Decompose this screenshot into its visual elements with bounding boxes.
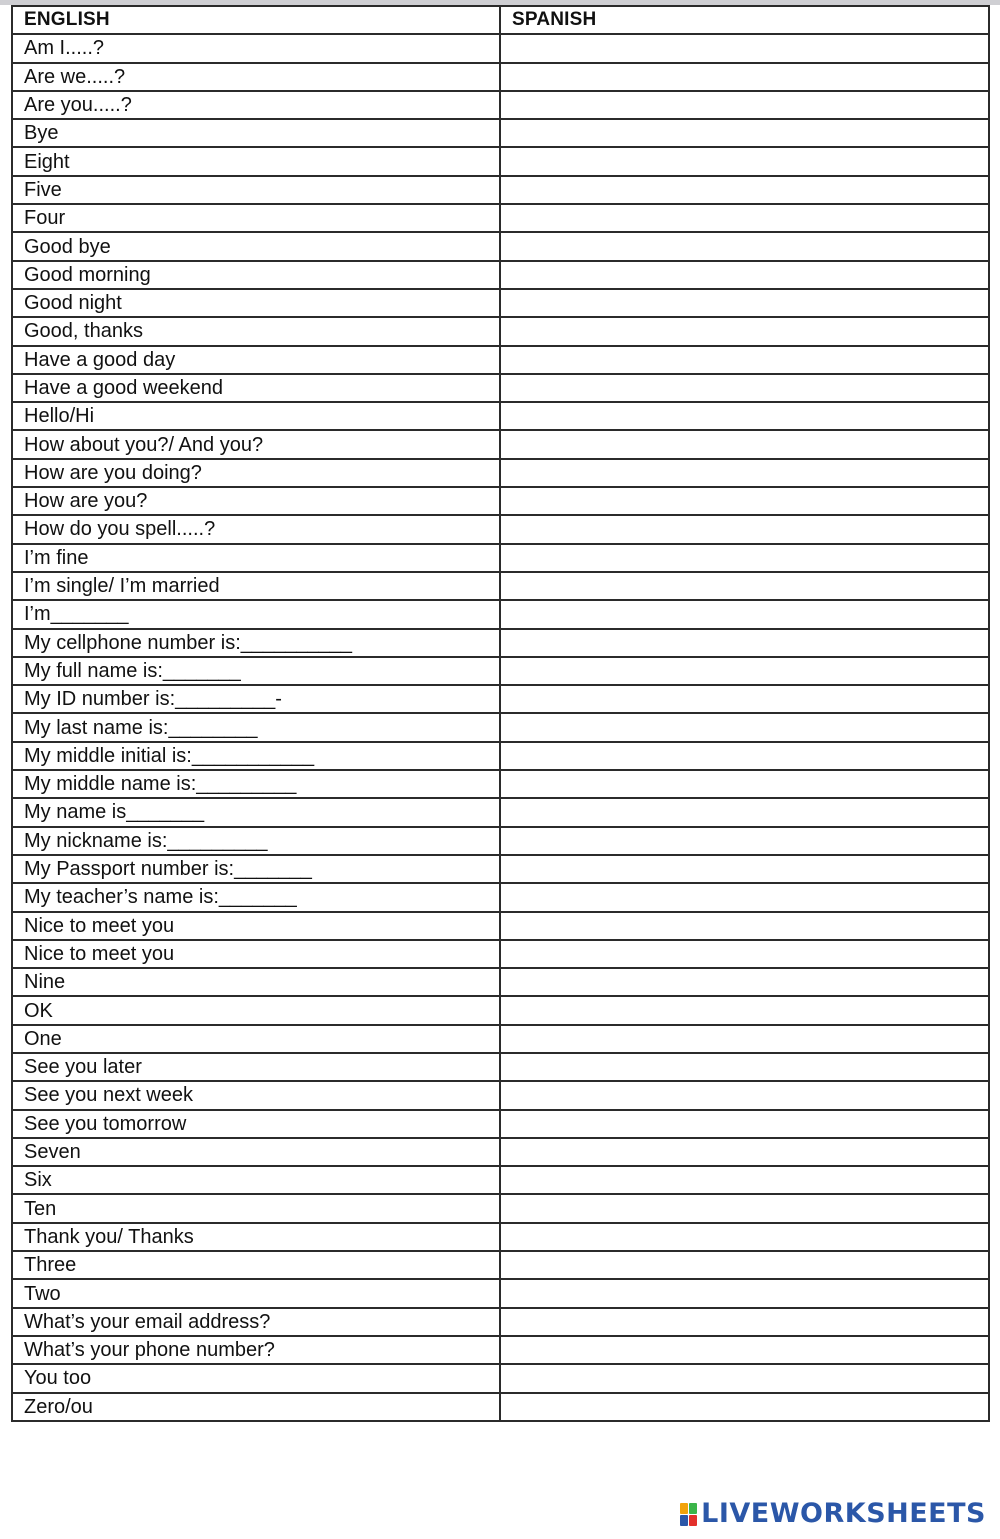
spanish-answer-cell[interactable] bbox=[500, 1336, 989, 1364]
spanish-answer-cell[interactable] bbox=[500, 770, 989, 798]
spanish-column-header: SPANISH bbox=[500, 6, 989, 34]
table-row bbox=[12, 572, 989, 600]
english-phrase-cell: Are you.....? bbox=[12, 91, 500, 119]
spanish-answer-cell[interactable] bbox=[500, 742, 989, 770]
spanish-answer-cell[interactable] bbox=[500, 487, 989, 515]
table-row bbox=[12, 657, 989, 685]
spanish-answer-cell[interactable] bbox=[500, 544, 989, 572]
spanish-answer-cell[interactable] bbox=[500, 572, 989, 600]
table-row bbox=[12, 317, 989, 345]
english-phrase-cell: OK bbox=[12, 996, 500, 1024]
table-row bbox=[12, 1393, 989, 1421]
english-phrase-cell: Good bye bbox=[12, 232, 500, 260]
spanish-answer-cell[interactable] bbox=[500, 657, 989, 685]
spanish-answer-cell[interactable] bbox=[500, 1364, 989, 1392]
english-phrase-cell: Nice to meet you bbox=[12, 940, 500, 968]
table-row bbox=[12, 487, 989, 515]
english-phrase-cell: Four bbox=[12, 204, 500, 232]
spanish-answer-cell[interactable] bbox=[500, 374, 989, 402]
english-phrase-cell: Eight bbox=[12, 147, 500, 175]
english-phrase-cell: Five bbox=[12, 176, 500, 204]
table-row bbox=[12, 1053, 989, 1081]
liveworksheets-watermark bbox=[678, 1497, 988, 1531]
spanish-answer-cell[interactable] bbox=[500, 996, 989, 1024]
english-phrase-cell: Seven bbox=[12, 1138, 500, 1166]
table-row bbox=[12, 34, 989, 62]
english-phrase-cell: My name is_______ bbox=[12, 798, 500, 826]
english-phrase-cell: My teacher’s name is:_______ bbox=[12, 883, 500, 911]
spanish-answer-cell[interactable] bbox=[500, 629, 989, 657]
english-phrase-cell: How are you doing? bbox=[12, 459, 500, 487]
table-row bbox=[12, 713, 989, 741]
english-phrase-cell: Have a good weekend bbox=[12, 374, 500, 402]
spanish-answer-cell[interactable] bbox=[500, 459, 989, 487]
spanish-answer-cell[interactable] bbox=[500, 883, 989, 911]
table-row bbox=[12, 1279, 989, 1307]
spanish-answer-cell[interactable] bbox=[500, 63, 989, 91]
table-row bbox=[12, 459, 989, 487]
english-phrase-cell: You too bbox=[12, 1364, 500, 1392]
english-phrase-cell: See you next week bbox=[12, 1081, 500, 1109]
table-row bbox=[12, 176, 989, 204]
table-row bbox=[12, 1223, 989, 1251]
spanish-answer-cell[interactable] bbox=[500, 317, 989, 345]
spanish-answer-cell[interactable] bbox=[500, 346, 989, 374]
english-phrase-cell: I’m fine bbox=[12, 544, 500, 572]
spanish-answer-cell[interactable] bbox=[500, 430, 989, 458]
english-phrase-cell: Bye bbox=[12, 119, 500, 147]
spanish-answer-cell[interactable] bbox=[500, 1251, 989, 1279]
spanish-answer-cell[interactable] bbox=[500, 912, 989, 940]
english-phrase-cell: My cellphone number is:__________ bbox=[12, 629, 500, 657]
english-column-header: ENGLISH bbox=[12, 6, 500, 34]
table-row bbox=[12, 261, 989, 289]
table-row bbox=[12, 629, 989, 657]
table-row bbox=[12, 1025, 989, 1053]
table-row bbox=[12, 1110, 989, 1138]
spanish-answer-cell[interactable] bbox=[500, 600, 989, 628]
spanish-answer-cell[interactable] bbox=[500, 261, 989, 289]
spanish-answer-cell[interactable] bbox=[500, 1081, 989, 1109]
table-row bbox=[12, 430, 989, 458]
spanish-answer-cell[interactable] bbox=[500, 1308, 989, 1336]
table-row bbox=[12, 742, 989, 770]
english-phrase-cell: Good night bbox=[12, 289, 500, 317]
watermark-text: LIVEWORKSHEETS bbox=[701, 1498, 986, 1529]
spanish-answer-cell[interactable] bbox=[500, 289, 989, 317]
english-phrase-cell: Nine bbox=[12, 968, 500, 996]
table-row bbox=[12, 147, 989, 175]
spanish-answer-cell[interactable] bbox=[500, 1166, 989, 1194]
english-phrase-cell: What’s your phone number? bbox=[12, 1336, 500, 1364]
english-phrase-cell: Have a good day bbox=[12, 346, 500, 374]
table-row bbox=[12, 346, 989, 374]
table-row bbox=[12, 91, 989, 119]
spanish-answer-cell[interactable] bbox=[500, 1393, 989, 1421]
spanish-answer-cell[interactable] bbox=[500, 34, 989, 62]
table-row bbox=[12, 827, 989, 855]
table-row bbox=[12, 204, 989, 232]
english-phrase-cell: One bbox=[12, 1025, 500, 1053]
table-row bbox=[12, 63, 989, 91]
spanish-answer-cell[interactable] bbox=[500, 798, 989, 826]
spanish-answer-cell[interactable] bbox=[500, 232, 989, 260]
table-row bbox=[12, 1138, 989, 1166]
english-phrase-cell: Are we.....? bbox=[12, 63, 500, 91]
spanish-answer-cell[interactable] bbox=[500, 1025, 989, 1053]
english-phrase-cell: My nickname is:_________ bbox=[12, 827, 500, 855]
table-row bbox=[12, 1336, 989, 1364]
english-phrase-cell: I’m_______ bbox=[12, 600, 500, 628]
table-row bbox=[12, 1251, 989, 1279]
english-phrase-cell: See you later bbox=[12, 1053, 500, 1081]
spanish-answer-cell[interactable] bbox=[500, 515, 989, 543]
table-row bbox=[12, 883, 989, 911]
table-row bbox=[12, 798, 989, 826]
english-phrase-cell: What’s your email address? bbox=[12, 1308, 500, 1336]
table-row bbox=[12, 119, 989, 147]
english-phrase-cell: Zero/ou bbox=[12, 1393, 500, 1421]
spanish-answer-cell[interactable] bbox=[500, 685, 989, 713]
spanish-answer-cell[interactable] bbox=[500, 1194, 989, 1222]
english-phrase-cell: My last name is:________ bbox=[12, 713, 500, 741]
spanish-answer-cell[interactable] bbox=[500, 1223, 989, 1251]
english-phrase-cell: See you tomorrow bbox=[12, 1110, 500, 1138]
english-phrase-cell: Ten bbox=[12, 1194, 500, 1222]
table-row bbox=[12, 232, 989, 260]
table-row bbox=[12, 600, 989, 628]
english-phrase-cell: Thank you/ Thanks bbox=[12, 1223, 500, 1251]
english-phrase-cell: How about you?/ And you? bbox=[12, 430, 500, 458]
table-row bbox=[12, 968, 989, 996]
table-row bbox=[12, 1166, 989, 1194]
vocabulary-table bbox=[11, 5, 990, 1422]
english-phrase-cell: My full name is:_______ bbox=[12, 657, 500, 685]
english-phrase-cell: My Passport number is:_______ bbox=[12, 855, 500, 883]
table-row bbox=[12, 1081, 989, 1109]
english-phrase-cell: Hello/Hi bbox=[12, 402, 500, 430]
table-row bbox=[12, 374, 989, 402]
spanish-answer-cell[interactable] bbox=[500, 204, 989, 232]
english-phrase-cell: Am I.....? bbox=[12, 34, 500, 62]
spanish-answer-cell[interactable] bbox=[500, 1110, 989, 1138]
table-row bbox=[12, 1194, 989, 1222]
spanish-answer-cell[interactable] bbox=[500, 1053, 989, 1081]
spanish-answer-cell[interactable] bbox=[500, 940, 989, 968]
table-row bbox=[12, 1308, 989, 1336]
table-row bbox=[12, 770, 989, 798]
table-row bbox=[12, 855, 989, 883]
table-row bbox=[12, 544, 989, 572]
english-phrase-cell: Nice to meet you bbox=[12, 912, 500, 940]
table-row bbox=[12, 685, 989, 713]
spanish-answer-cell[interactable] bbox=[500, 147, 989, 175]
table-row bbox=[12, 912, 989, 940]
table-row bbox=[12, 1364, 989, 1392]
spanish-answer-cell[interactable] bbox=[500, 968, 989, 996]
table-row bbox=[12, 515, 989, 543]
table-row bbox=[12, 940, 989, 968]
table-row bbox=[12, 996, 989, 1024]
english-phrase-cell: Three bbox=[12, 1251, 500, 1279]
spanish-answer-cell[interactable] bbox=[500, 1138, 989, 1166]
table-body bbox=[12, 34, 989, 1421]
english-phrase-cell: My ID number is:_________- bbox=[12, 685, 500, 713]
table-row bbox=[12, 402, 989, 430]
english-phrase-cell: How are you? bbox=[12, 487, 500, 515]
english-phrase-cell: Two bbox=[12, 1279, 500, 1307]
spanish-answer-cell[interactable] bbox=[500, 855, 989, 883]
english-phrase-cell: Six bbox=[12, 1166, 500, 1194]
table-row bbox=[12, 289, 989, 317]
english-phrase-cell: How do you spell.....? bbox=[12, 515, 500, 543]
english-phrase-cell: Good, thanks bbox=[12, 317, 500, 345]
spanish-answer-cell[interactable] bbox=[500, 402, 989, 430]
spanish-answer-cell[interactable] bbox=[500, 119, 989, 147]
table-header-row bbox=[12, 6, 989, 34]
english-phrase-cell: I’m single/ I’m married bbox=[12, 572, 500, 600]
english-phrase-cell: My middle initial is:___________ bbox=[12, 742, 500, 770]
spanish-answer-cell[interactable] bbox=[500, 827, 989, 855]
spanish-answer-cell[interactable] bbox=[500, 713, 989, 741]
spanish-answer-cell[interactable] bbox=[500, 176, 989, 204]
english-phrase-cell: My middle name is:_________ bbox=[12, 770, 500, 798]
english-phrase-cell: Good morning bbox=[12, 261, 500, 289]
liveworksheets-logo-icon bbox=[680, 1503, 697, 1526]
spanish-answer-cell[interactable] bbox=[500, 91, 989, 119]
spanish-answer-cell[interactable] bbox=[500, 1279, 989, 1307]
